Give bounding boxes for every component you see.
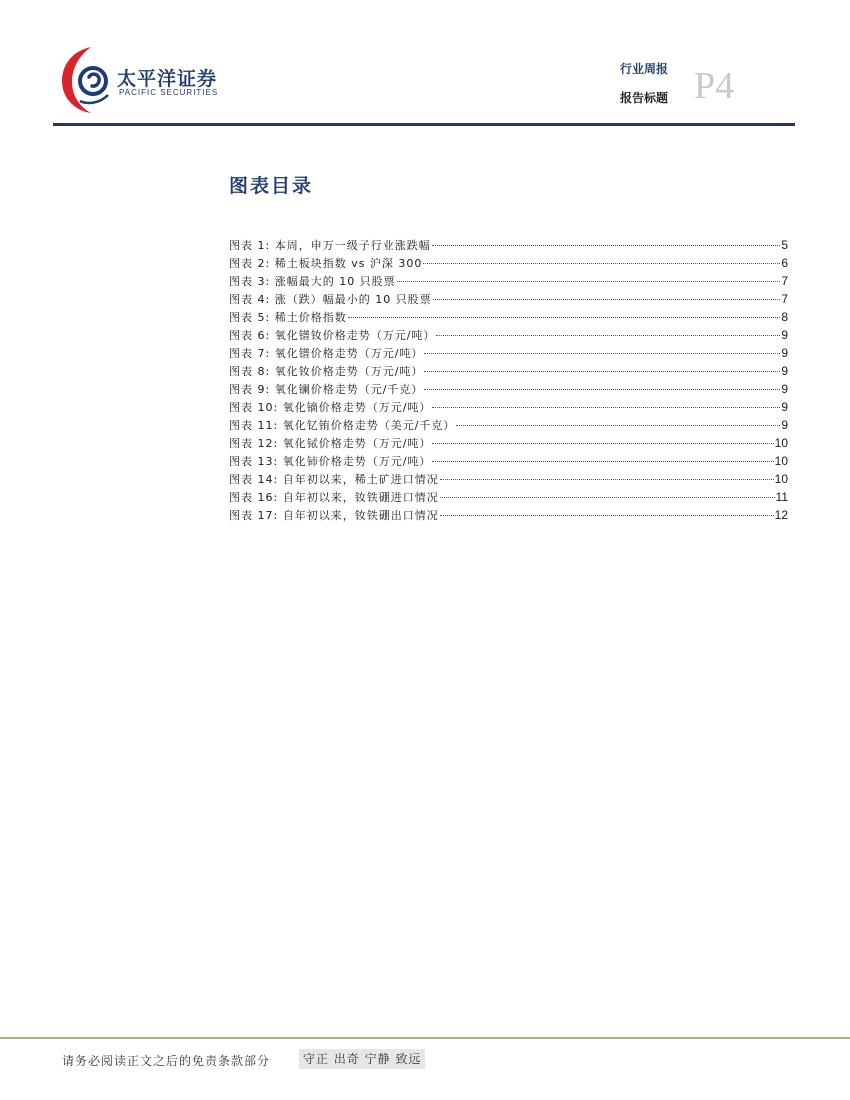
toc-item-label: 图表 10: 氧化镝价格走势（万元/吨） (229, 401, 432, 414)
toc-leader-dots (440, 515, 774, 516)
company-name-cn: 太平洋证券 (117, 68, 218, 90)
toc-leader-dots (436, 335, 780, 336)
toc-item[interactable] (229, 254, 788, 272)
toc-item-page: 9 (781, 364, 788, 378)
toc-leader-dots (424, 389, 780, 390)
toc-item[interactable] (229, 398, 788, 416)
company-name-en: PACIFIC SECURITIES (119, 88, 219, 97)
toc-item-label: 图表 9: 氧化镧价格走势（元/千克） (229, 383, 424, 396)
toc-leader-dots (432, 245, 781, 246)
figure-list (229, 236, 788, 524)
toc-leader-dots (432, 407, 780, 408)
footer-disclaimer: 请务必阅读正文之后的免责条款部分 (62, 1054, 271, 1068)
toc-leader-dots (440, 479, 774, 480)
toc-leader-dots (397, 281, 781, 282)
toc-leader-dots (424, 353, 780, 354)
toc-item-label: 图表 1: 本周，申万一级子行业涨跌幅 (229, 239, 431, 252)
footer-divider (0, 1037, 850, 1039)
toc-item-label: 图表 2: 稀土板块指数 vs 沪深 300 (229, 257, 423, 270)
toc-item-page: 9 (781, 346, 788, 360)
toc-item-label: 图表 5: 稀土价格指数 (229, 311, 347, 324)
toc-item[interactable] (229, 434, 788, 452)
report-type: 行业周报 (620, 62, 669, 76)
toc-item-page: 7 (781, 274, 788, 288)
toc-heading: 图表目录 (229, 175, 314, 197)
toc-item-label: 图表 17: 自年初以来，钕铁硼出口情况 (229, 509, 439, 522)
toc-item[interactable] (229, 452, 788, 470)
toc-item-label: 图表 4: 涨（跌）幅最小的 10 只股票 (229, 293, 432, 306)
toc-item-label: 图表 14: 自年初以来，稀土矿进口情况 (229, 473, 439, 486)
toc-leader-dots (433, 299, 781, 300)
toc-item[interactable] (229, 380, 788, 398)
toc-item-page: 11 (775, 490, 788, 504)
toc-item[interactable] (229, 362, 788, 380)
company-logo (58, 43, 228, 115)
toc-item-page: 12 (774, 508, 788, 522)
toc-item-page: 7 (781, 292, 788, 306)
toc-item-page: 9 (781, 418, 788, 432)
toc-item-label: 图表 12: 氧化铽价格走势（万元/吨） (229, 437, 432, 450)
toc-leader-dots (456, 425, 780, 426)
toc-leader-dots (432, 443, 773, 444)
toc-item-label: 图表 3: 涨幅最大的 10 只股票 (229, 275, 396, 288)
toc-item-page: 9 (781, 328, 788, 342)
toc-item[interactable] (229, 290, 788, 308)
toc-item-label: 图表 13: 氧化铈价格走势（万元/吨） (229, 455, 432, 468)
toc-item-page: 8 (781, 310, 788, 324)
toc-item-page: 5 (781, 238, 788, 252)
toc-item-page: 9 (781, 400, 788, 414)
toc-leader-dots (424, 371, 780, 372)
toc-item[interactable] (229, 272, 788, 290)
toc-item[interactable] (229, 326, 788, 344)
page-number: P4 (694, 65, 735, 107)
toc-leader-dots (423, 263, 780, 264)
toc-item-label: 图表 6: 氧化镨钕价格走势（万元/吨） (229, 329, 436, 342)
footer-motto: 守正 出奇 宁静 致远 (299, 1049, 425, 1069)
toc-item[interactable] (229, 344, 788, 362)
toc-leader-dots (440, 497, 775, 498)
toc-item-page: 9 (781, 382, 788, 396)
toc-item-label: 图表 11: 氧化钇铕价格走势（美元/千克） (229, 419, 456, 432)
toc-item[interactable] (229, 308, 788, 326)
header-divider (53, 123, 795, 126)
toc-leader-dots (432, 461, 773, 462)
toc-leader-dots (348, 317, 781, 318)
report-title: 报告标题 (620, 91, 669, 105)
pacific-securities-logo-icon (58, 43, 116, 115)
toc-item[interactable] (229, 488, 788, 506)
toc-item-page: 10 (774, 472, 788, 486)
toc-item-page: 6 (781, 256, 788, 270)
toc-item-page: 10 (774, 454, 788, 468)
toc-item[interactable] (229, 416, 788, 434)
toc-item-page: 10 (774, 436, 788, 450)
toc-item[interactable] (229, 236, 788, 254)
toc-item-label: 图表 8: 氧化钕价格走势（万元/吨） (229, 365, 424, 378)
toc-item[interactable] (229, 506, 788, 524)
toc-item-label: 图表 7: 氧化镨价格走势（万元/吨） (229, 347, 424, 360)
toc-item[interactable] (229, 470, 788, 488)
toc-item-label: 图表 16: 自年初以来，钕铁硼进口情况 (229, 491, 439, 504)
